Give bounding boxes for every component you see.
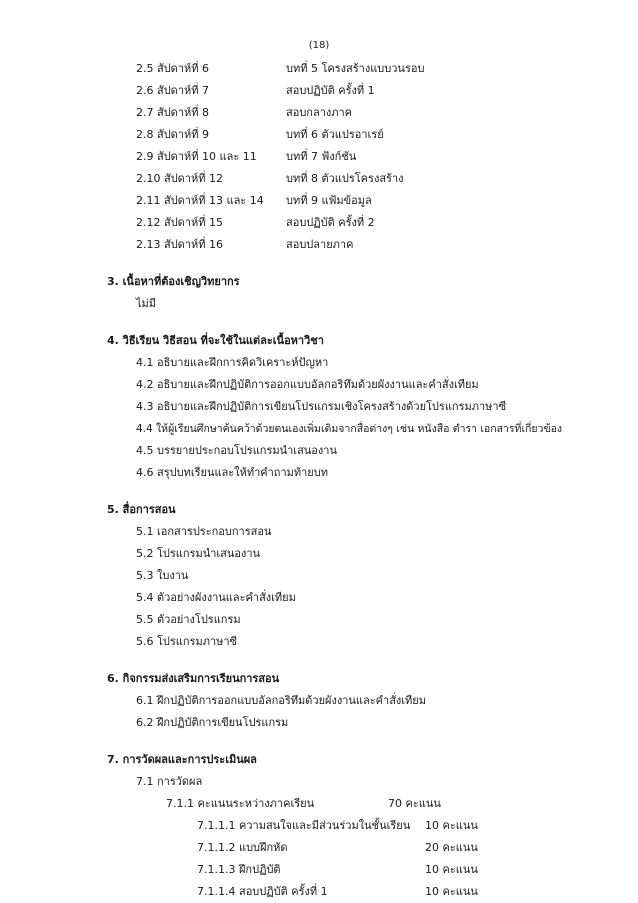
schedule-week: 2.11 สัปดาห์ที่ 13 และ 14 <box>136 194 264 207</box>
list-item: 5.2 โปรแกรมนำเสนองาน <box>136 547 261 560</box>
schedule-topic: บทที่ 5 โครงสร้างแบบวนรอบ <box>286 62 425 75</box>
schedule-week: 2.10 สัปดาห์ที่ 12 <box>136 172 224 185</box>
list-item: 4.2 อธิบายและฝึกปฏิบัติการออกแบบอัลกอริทึมด้วยผังงานและคำสั่งเทียม <box>136 378 479 391</box>
schedule-topic: บทที่ 6 ตัวแปรอาเรย์ <box>286 128 384 141</box>
score-label: 7.1.1.4 สอบปฏิบัติ ครั้งที่ 1 <box>197 885 328 898</box>
section-7-sub: 7.1 การวัดผล <box>136 775 203 788</box>
schedule-week: 2.9 สัปดาห์ที่ 10 และ 11 <box>136 150 257 163</box>
score-value: 10 คะแนน <box>425 863 478 876</box>
schedule-topic: สอบปฏิบัติ ครั้งที่ 1 <box>286 84 375 97</box>
schedule-topic: บทที่ 9 แฟ้มข้อมูล <box>286 194 372 207</box>
score-label: 7.1.1 คะแนนระหว่างภาคเรียน <box>166 797 315 810</box>
section-3-heading: 3. เนื้อหาที่ต้องเชิญวิทยากร <box>107 275 240 288</box>
list-item: 4.1 อธิบายและฝึกการคิดวิเคราะห์ปัญหา <box>136 356 329 369</box>
list-item: 6.1 ฝึกปฏิบัติการออกแบบอัลกอริทึมด้วยผังงานและคำสั่งเทียม <box>136 694 427 707</box>
score-label: 7.1.1.3 ฝึกปฏิบัติ <box>197 863 281 876</box>
page-number: (18) <box>308 40 330 51</box>
list-item: 5.5 ตัวอย่างโปรแกรม <box>136 613 241 626</box>
list-item: 5.4 ตัวอย่างผังงานและคำสั่งเทียม <box>136 591 296 604</box>
list-item: 6.2 ฝึกปฏิบัติการเขียนโปรแกรม <box>136 716 289 729</box>
schedule-topic: บทที่ 8 ตัวแปรโครงสร้าง <box>286 172 404 185</box>
schedule-topic: สอบปลายภาค <box>286 238 354 251</box>
list-item: 5.3 ใบงาน <box>136 569 189 582</box>
score-value: 70 คะแนน <box>388 797 441 810</box>
score-value: 20 คะแนน <box>425 841 478 854</box>
schedule-week: 2.6 สัปดาห์ที่ 7 <box>136 84 210 97</box>
list-item: 4.3 อธิบายและฝึกปฏิบัติการเขียนโปรแกรมเชิงโครงสร้างด้วยโปรแกรมภาษาซี <box>136 400 507 413</box>
schedule-week: 2.12 สัปดาห์ที่ 15 <box>136 216 224 229</box>
schedule-week: 2.7 สัปดาห์ที่ 8 <box>136 106 210 119</box>
schedule-topic: สอบปฏิบัติ ครั้งที่ 2 <box>286 216 375 229</box>
section-4-heading: 4. วิธีเรียน วิธีสอน ที่จะใช้ในแต่ละเนื้อหาวิชา <box>107 334 324 347</box>
score-label: 7.1.1.2 แบบฝึกหัด <box>197 841 288 854</box>
section-3-body: ไม่มี <box>136 297 157 310</box>
list-item: 4.5 บรรยายประกอบโปรแกรมนำเสนองาน <box>136 444 337 457</box>
score-value: 10 คะแนน <box>425 885 478 898</box>
list-item: 4.6 สรุปบทเรียนและให้ทำคำถามท้ายบท <box>136 466 328 479</box>
schedule-topic: บทที่ 7 ฟังก์ชัน <box>286 150 357 163</box>
section-6-heading: 6. กิจกรรมส่งเสริมการเรียนการสอน <box>107 672 280 685</box>
schedule-week: 2.8 สัปดาห์ที่ 9 <box>136 128 210 141</box>
list-item: 4.4 ให้ผู้เรียนศึกษาค้นคว้าด้วยตนเองเพิ่มเติมจากสื่อต่างๆ เช่น หนังสือ ตำรา เอกสารที่เกี่ยวข้อง <box>136 423 563 435</box>
schedule-week: 2.5 สัปดาห์ที่ 6 <box>136 62 210 75</box>
schedule-week: 2.13 สัปดาห์ที่ 16 <box>136 238 224 251</box>
list-item: 5.6 โปรแกรมภาษาซี <box>136 635 238 648</box>
section-7-heading: 7. การวัดผลและการประเมินผล <box>107 753 257 766</box>
score-value: 10 คะแนน <box>425 819 478 832</box>
list-item: 5.1 เอกสารประกอบการสอน <box>136 525 272 538</box>
section-5-heading: 5. สื่อการสอน <box>107 503 176 516</box>
score-label: 7.1.1.1 ความสนใจและมีส่วนร่วมในชั้นเรียน <box>197 819 411 832</box>
schedule-topic: สอบกลางภาค <box>286 106 353 119</box>
